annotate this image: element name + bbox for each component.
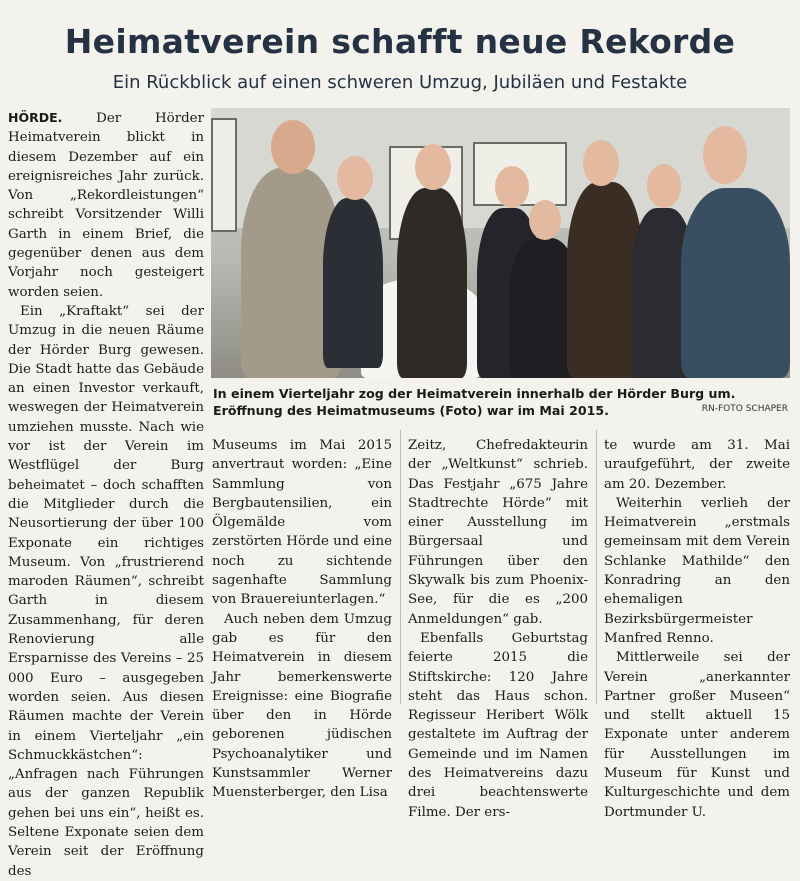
photo-exhibit-frame xyxy=(211,118,237,232)
photo-person xyxy=(681,188,790,378)
article-headline: Heimatverein schafft neue Rekorde xyxy=(64,22,736,61)
photo-person-head xyxy=(415,144,451,190)
photo-person-head xyxy=(647,164,681,208)
photo-person xyxy=(323,198,383,368)
photo-person-head xyxy=(271,120,315,174)
photo-person-head xyxy=(495,166,529,208)
article-subheadline: Ein Rückblick auf einen schweren Umzug, Jubiläen und Festakte xyxy=(112,72,688,93)
article-column-4 xyxy=(604,436,790,820)
photo-credit: RN-FOTO SCHAPER xyxy=(701,404,788,414)
article-column-3 xyxy=(408,436,588,820)
column-divider xyxy=(400,430,401,704)
article-photo xyxy=(211,108,790,378)
column-divider xyxy=(596,430,597,704)
paragraph: Mittlerweile sei der Verein „anerkannter Partner großer Museen“ und stellt aktuell 15 Exponate unter anderem für Ausstellungen im Museum für Kunst und Kulturgeschichte und dem Dortmunder U. xyxy=(604,650,790,820)
paragraph: te wurde am 31. Mai uraufgeführt, der zweite am 20. Dezember. xyxy=(604,438,790,492)
paragraph: Ein „Kraftakt“ sei der Umzug in die neuen Räume der Hörder Burg gewesen. Die Stadt hatte das Gebäude an einen Investor verkauft, weswegen der Heimatverein umziehen musste. Nach wie vor ist der Verein im Westflügel der Burg beheimatet – doch schafften die Mitglieder durch die Neusortierung der über 100 Exponate ein richtiges Museum. Von „frustrierend maroden Räumen“, schreibt Garth in diesem Zusammenhang, für deren Renovierung alle Ersparnisse des Vereins – 25 000 Euro – ausgegeben worden seien. Aus diesen Räumen machte der Verein in einem Vierteljahr „ein Schmuckkästchen“: „Anfragen nach Führungen aus der ganzen Republik gehen bei uns ein“, heißt es. Seltene Exponate seien dem Verein seit der Eröffnung des xyxy=(8,303,204,879)
photo-person xyxy=(397,188,467,378)
paragraph: Museums im Mai 2015 anvertraut worden: „Eine Sammlung von Bergbautensilien, ein Ölgemälde vom zerstörten Hörde und eine noch zu sichtende sagenhafte Sammlung von Brauereiunterlagen.“ xyxy=(212,438,393,608)
paragraph: Auch neben dem Umzug gab es für den Heimatverein in diesem Jahr bemerkenswerte Ereignisse: eine Biografie über den in Hörde geborenen jüdischen Psychoanalytiker und Kunstsammler Werner Muensterberger, den Lisa xyxy=(212,611,392,801)
photo-person-head xyxy=(529,200,561,240)
dateline: HÖRDE. xyxy=(8,110,63,125)
paragraph: Zeitz, Chefredakteurin der „Weltkunst“ schrieb. Das Festjahr „675 Jahre Stadtrechte Hörde“ mit einer Ausstellung im Bürgersaal und Führungen über den Skywalk bis zum Phoenix-See, für die es „200 Anmeldungen“ gab. xyxy=(408,438,588,627)
article-column-2 xyxy=(212,436,393,801)
photo-person-head xyxy=(703,126,747,184)
photo-caption: In einem Vierteljahr zog der Heimatverein innerhalb der Hörder Burg um. Eröffnung des Heimatmuseums (Foto) war im Mai 2015. xyxy=(213,386,736,418)
photo-person-head xyxy=(337,156,373,200)
paragraph: Ebenfalls Geburtstag feierte 2015 die Stiftskirche: 120 Jahre steht das Haus schon. Regisseur Heribert Wölk gestaltete im Auftrag der Gemeinde und im Namen des Heimatvereins dazu drei beachtenswerte Filme. Der ers- xyxy=(408,630,588,820)
article-column-1 xyxy=(8,108,204,879)
paragraph: Der Hörder Heimatverein blickt in diesem Dezember auf ein ereignisreiches Jahr zurück. Von „Rekordleistungen“ schreibt Vorsitzender Willi Garth in einem Brief, die gegenüber denen aus dem Vorjahr noch gesteigert worden seien. xyxy=(8,111,204,300)
photo-person-head xyxy=(583,140,619,186)
paragraph: Weiterhin verlieh der Heimatverein „erstmals gemeinsam mit dem Verein Schlanke Mathilde“ den Konradring an den ehemaligen Bezirksbürgermeister Manfred Renno. xyxy=(604,495,790,646)
